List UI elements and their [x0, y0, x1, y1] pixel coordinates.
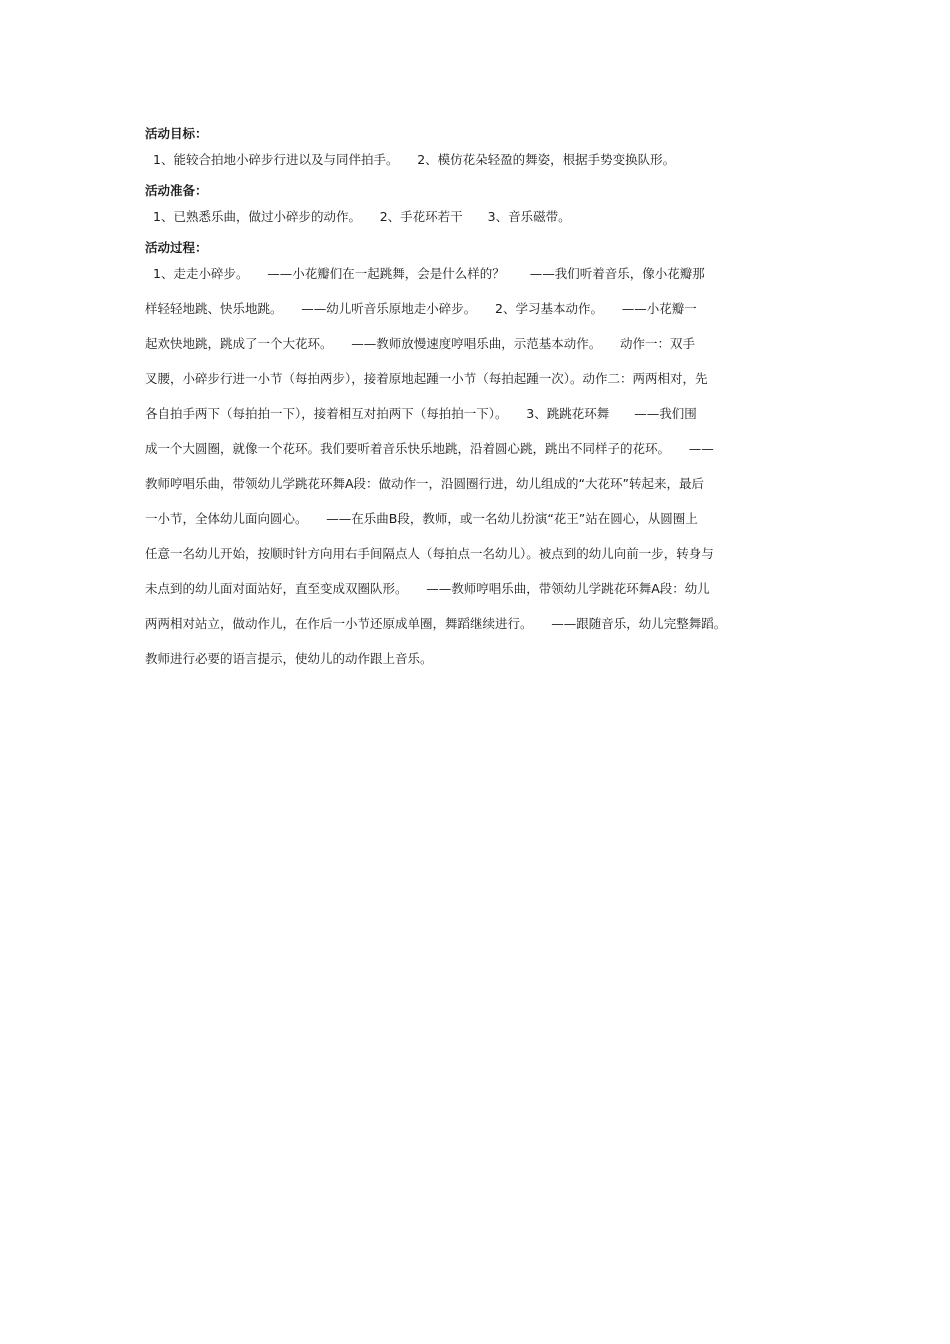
process-body	[145, 256, 817, 676]
process-line: 各自拍手两下（每拍拍一下），接着相互对拍两下（每拍拍一下）。 3、跳跳花环舞 ——我们围	[145, 406, 697, 421]
process-line: 两两相对站立，做动作儿，在作后一小节还原成单圈，舞蹈继续进行。 ——跟随音乐，幼儿完整舞蹈。	[145, 616, 727, 631]
preparation-heading: 活动准备：	[145, 183, 208, 198]
process-line: 1、走走小碎步。 ——小花瓣们在一起跳舞，会是什么样的？ ——我们听着音乐，像小花瓣那	[153, 266, 705, 281]
goals-heading: 活动目标：	[145, 126, 208, 141]
process-line: 教师进行必要的语言提示，使幼儿的动作跟上音乐。	[145, 651, 433, 666]
process-line: 未点到的幼儿面对面站好，直至变成双圈队形。 ——教师哼唱乐曲，带领幼儿学跳花环舞A段：幼儿	[145, 581, 710, 596]
preparation-text: 1、已熟悉乐曲，做过小碎步的动作。 2、手花环若干 3、音乐磁带。	[153, 209, 571, 224]
process-line: 样轻轻地跳、快乐地跳。 ——幼儿听音乐原地走小碎步。 2、学习基本动作。 ——小花瓣一	[145, 301, 697, 316]
process-line: 叉腰，小碎步行进一小节（每拍两步），接着原地起踵一小节（每拍起踵一次）。动作二：两两相对，先	[145, 371, 708, 386]
process-heading: 活动过程：	[145, 240, 208, 255]
goals-text: 1、能较合拍地小碎步行进以及与同伴拍手。 2、模仿花朵轻盈的舞姿，根据手势变换队形。	[153, 152, 676, 167]
document-content	[145, 124, 817, 676]
process-line: 一小节，全体幼儿面向圆心。 ——在乐曲B段，教师，或一名幼儿扮演“花王”站在圆心，从圆圈上	[145, 511, 698, 526]
process-line: 教师哼唱乐曲，带领幼儿学跳花环舞A段：做动作一，沿圆圈行进，幼儿组成的“大花环”转起来，最后	[145, 476, 705, 491]
process-line: 起欢快地跳，跳成了一个大花环。 ——教师放慢速度哼唱乐曲，示范基本动作。 动作一：双手	[145, 336, 696, 351]
process-line: 任意一名幼儿开始，按顺时针方向用右手间隔点人（每拍点一名幼儿）。被点到的幼儿向前一步，转身与	[145, 546, 714, 561]
process-line: 成一个大圆圈，就像一个花环。我们要听着音乐快乐地跳，沿着圆心跳，跳出不同样子的花环。 ——	[145, 441, 714, 456]
